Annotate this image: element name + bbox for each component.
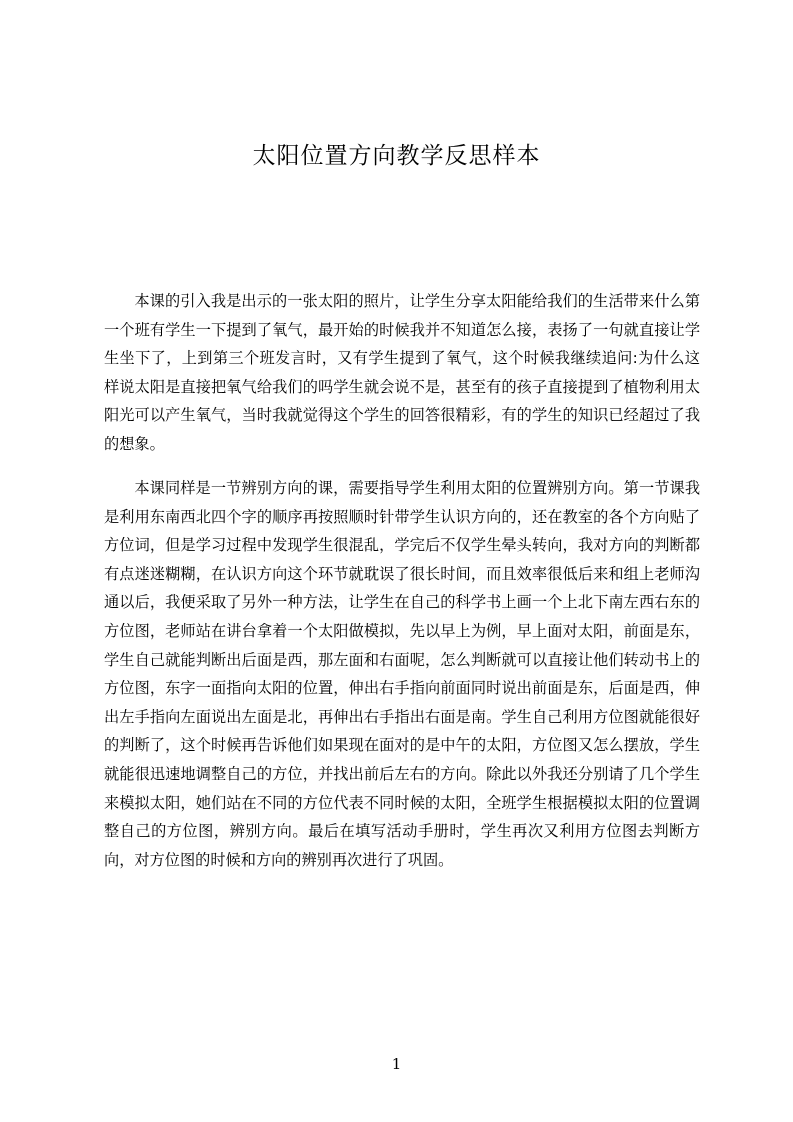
paragraph-direction-lesson: 本课同样是一节辨别方向的课，需要指导学生利用太阳的位置辨别方向。第一节课我是利用东南西北四个字的顺序再按照顺时针带学生认识方向的，还在教室的各个方向贴了方位词，但是学习过程中发现学生很混乱，学完后不仅学生晕头转向，我对方向的判断都有点迷迷糊糊，在认识方向这个环节就耽误了很长时间，而且效率很低后来和组上老师沟通以后，我便采取了另外一种方法，让学生在自己的科学书上画一个上北下南左西右东的方位图，老师站在讲台拿着一个太阳做模拟，先以早上为例，早上面对太阳，前面是东，学生自己就能判断出后面是西，那左面和右面呢，怎么判断就可以直接让他们转动书上的方位图，东字一面指向太阳的位置，伸出右手指向前面同时说出前面是东，后面是西，伸出左手指向左面说出左面是北，再伸出右手指出右面是南。学生自己利用方位图就能很好的判断了，这个时候再告诉他们如果现在面对的是中午的太阳，方位图又怎么摆放，学生就能很迅速地调整自己的方位，并找出前后左右的方向。除此以外我还分别请了几个学生来模拟太阳，她们站在不同的方位代表不同时候的太阳，全班学生根据模拟太阳的位置调整自己的方位图，辨别方向。最后在填写活动手册时，学生再次又利用方位图去判断方向，对方位图的时候和方向的辨别再次进行了巩固。 bbox=[104, 479, 700, 869]
page-number: 1 bbox=[391, 1055, 402, 1073]
paragraph-intro: 本课的引入我是出示的一张太阳的照片，让学生分享太阳能给我们的生活带来什么第一个班有学生一下提到了氧气，最开始的时候我并不知道怎么接，表扬了一句就直接让学生坐下了，上到第三个班发言时，又有学生提到了氧气，这个时候我继续追问:为什么这样说太阳是直接把氧气给我们的吗学生就会说不是，甚至有的孩子直接提到了植物利用太阳光可以产生氧气，当时我就觉得这个学生的回答很精彩，有的学生的知识已经超过了我的想象。 bbox=[104, 292, 700, 453]
document-title: 太阳位置方向教学反思样本 bbox=[252, 143, 541, 169]
